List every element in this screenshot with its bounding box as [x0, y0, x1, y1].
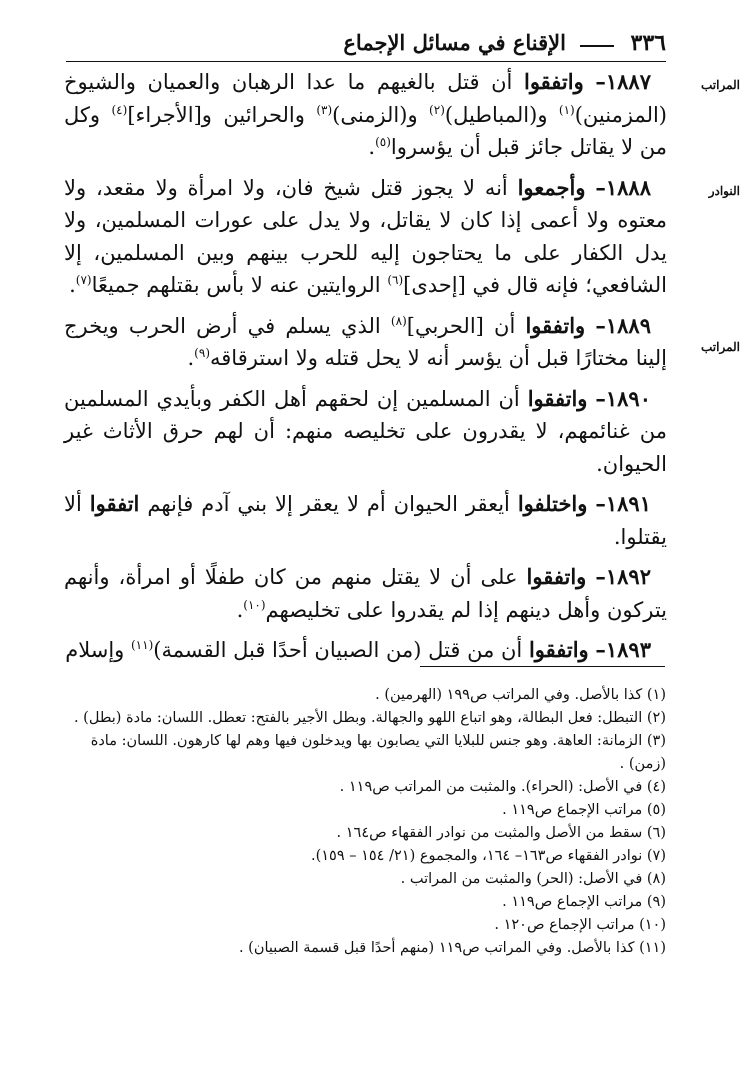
issue-paragraph	[64, 172, 667, 302]
footnote: (٨) في الأصل: (الحر) والمثبت من المراتب .	[400, 871, 666, 887]
text-run: و(المباطيل)	[444, 102, 559, 127]
margin-note-3: المراتب	[700, 340, 740, 354]
footnote: (١٠) مراتب الإجماع ص١٢٠ .	[494, 917, 666, 933]
margin-note-1: المراتب	[700, 78, 740, 92]
text-run: .	[236, 597, 244, 622]
margin-note-2: النوادر	[708, 184, 740, 198]
text-run: أن المسلمين إن لحقهم أهل الكفر وبأيدي المسلمين من غنائمهم، لا يقدرون على تخليصه منهم: أن لهم حرق الأثاث غير الحيوان.	[64, 386, 667, 476]
issue-keyword: واتفقوا	[523, 69, 584, 94]
main-text	[64, 66, 667, 675]
footnote-ref: (١١)	[130, 638, 154, 652]
issue-paragraph	[64, 310, 667, 375]
text-run: .	[187, 346, 195, 370]
footnote: (٤) في الأصل: (الحراء). والمثبت من المراتب ص١١٩ .	[339, 779, 666, 795]
header-dash	[580, 45, 614, 47]
footnote-ref: (٥)	[375, 135, 391, 149]
footnote: (٢) التبطل: فعل البطالة، وهو اتباع اللهو والجهالة. وبطل الأجير بالفتح: تعطل. اللسان: مادة (بطل) .	[73, 710, 666, 726]
issue-number: ١٨٩١–	[595, 491, 651, 516]
footnote-ref: (٦)	[387, 273, 404, 287]
book-title: الإقناع في مسائل الإجماع	[343, 30, 566, 55]
footnote: (٥) مراتب الإجماع ص١١٩ .	[502, 802, 666, 818]
footnote-ref: (٩)	[194, 346, 210, 360]
issue-keyword: واتفقوا	[528, 637, 589, 662]
text-run: الذي يسلم في أرض الحرب ويخرج إلينا مختارًا قبل أن يؤسر أنه لا يحل قتله ولا استرقاقه	[64, 313, 667, 370]
issue-paragraph	[64, 634, 667, 667]
footnote: (٣) الزمانة: العاهة. وهو جنس للبلايا التي يصابون بها ويدخلون فيها وهم لها كارهون. اللسان: مادة (زمن) .	[90, 733, 666, 772]
footnote: (١١) كذا بالأصل. وفي المراتب ص١١٩ (منهم أحدًا قبل قسمة الصبيان) .	[238, 940, 666, 956]
text-run: ألا يقتلوا.	[64, 492, 667, 549]
text-run: والحرائين و[الأجراء]	[127, 102, 317, 127]
footnote-ref: (٧)	[75, 273, 92, 287]
footnote-ref: (٨)	[390, 313, 407, 328]
text-run: أيعقر الحيوان أم لا يعقر إلا بني آدم فإنهم	[139, 492, 518, 516]
issue-number: ١٨٨٧–	[595, 69, 651, 94]
text-run: وإسلام	[65, 638, 131, 662]
issue-keyword: واتفقوا	[525, 312, 586, 338]
issue-keyword: واتفقوا	[526, 564, 587, 589]
footnote-ref: (١)	[558, 102, 575, 117]
footnote: (٩) مراتب الإجماع ص١١٩ .	[502, 894, 666, 910]
issue-paragraph	[64, 488, 667, 553]
text-run: و(الزمنى)	[332, 102, 430, 127]
issue-paragraph	[64, 66, 667, 164]
text-run: أن من قتل (من الصبيان أحدًا قبل القسمة)	[153, 638, 529, 662]
issue-keyword: واختلفوا	[517, 491, 588, 516]
issue-keyword: وأجمعوا	[517, 174, 586, 200]
footnote: (٦) سقط من الأصل والمثبت من نوادر الفقهاء ص١٦٤ .	[336, 825, 666, 841]
text-run: أنه لا يجوز قتل شيخ فان، ولا امرأة ولا مقعد، ولا معتوه ولا أعمى إذا كان لا يقاتل، ولا يدل على عورات المسلمين، ولا يدل الكفار على ما يحتاجون إليه للحرب بينهم وبين المسلمين، إلا الشافعي؛ فإنه قال في [إحدى]	[64, 175, 667, 297]
issue-number: ١٨٨٩–	[595, 312, 651, 338]
issue-paragraph	[64, 561, 667, 626]
footnote-ref: (١٠)	[243, 597, 266, 612]
header-rule	[66, 61, 666, 62]
text-run: على أن لا يقتل منهم من كان طفلًا أو امرأة، وأنهم يتركون وأهل دينهم إذا لم يقدروا على تخليصهم	[64, 565, 667, 622]
running-header	[66, 30, 666, 60]
page-number: ٣٣٦	[630, 30, 666, 56]
footnote-ref: (٣)	[316, 102, 333, 117]
issue-number: ١٨٩٣–	[595, 637, 651, 662]
footnote: (٧) نوادر الفقهاء ص١٦٣– ١٦٤، والمجموع (٢١/ ١٥٤ – ١٥٩).	[310, 848, 666, 864]
text-run: وكل من لا يقاتل جائز قبل أن يؤسروا	[64, 102, 667, 159]
footnote-ref: (٢)	[429, 102, 445, 117]
footnote-separator	[420, 666, 665, 667]
issue-number: ١٨٩٠–	[595, 385, 651, 411]
issue-number: ١٨٩٢–	[595, 564, 651, 589]
bold-keyword: اتفقوا	[89, 491, 140, 516]
issue-number: ١٨٨٨–	[595, 174, 651, 200]
footnote: (١) كذا بالأصل. وفي المراتب ص١٩٩ (الهرمين) .	[375, 687, 666, 703]
text-run: أن [الحربي]	[406, 313, 526, 338]
footnotes	[70, 684, 666, 960]
footnote-ref: (٤)	[111, 102, 128, 117]
text-run: .	[69, 273, 76, 297]
issue-keyword: واتفقوا	[527, 385, 588, 411]
text-run: أن قتل بالغيهم ما عدا الرهبان والعميان والشيوخ (المزمنين)	[64, 70, 667, 127]
issue-paragraph	[64, 383, 667, 481]
text-run: الروايتين عنه لا بأس بقتلهم جميعًا	[91, 273, 388, 297]
text-run: .	[368, 135, 376, 159]
